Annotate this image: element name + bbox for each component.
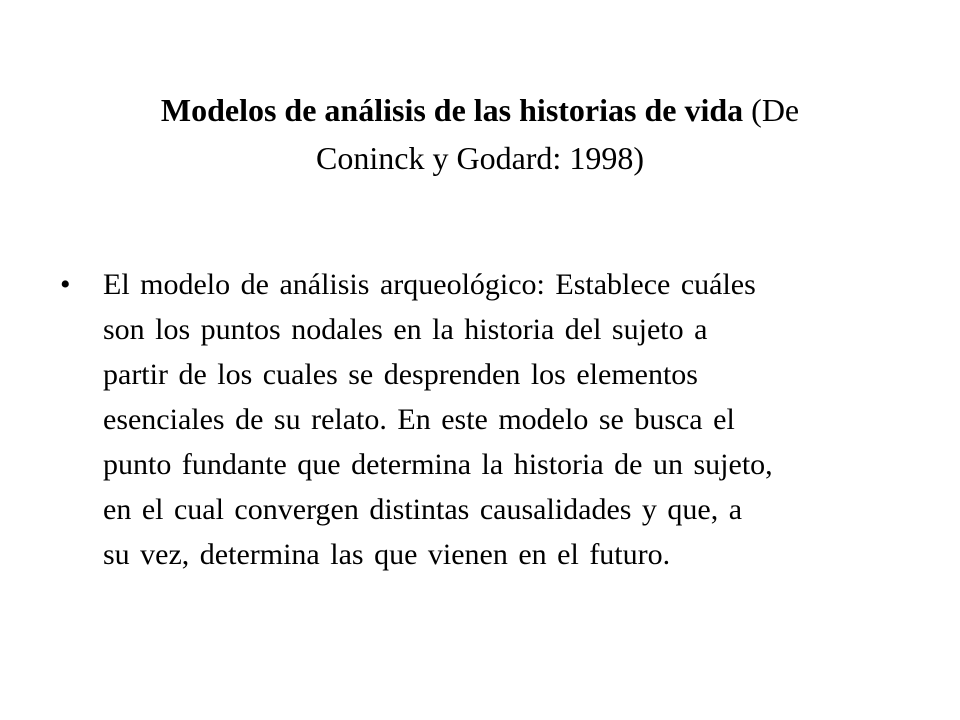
bullet-line: en el cual convergen distintas causalidades y que, a (103, 493, 743, 526)
bullet-line: son los puntos nodales en la historia del sujeto a (103, 313, 708, 346)
bullet-line: esenciales de su relato. En este modelo se busca el (103, 403, 735, 436)
bullet-line: partir de los cuales se desprenden los elementos (103, 358, 698, 391)
bullet-line: su vez, determina las que vienen en el futuro. (103, 538, 671, 571)
title-citation-end: Coninck y Godard: 1998) (316, 140, 644, 176)
bullet-paragraph (103, 262, 896, 577)
title-citation-start: (De (743, 92, 800, 128)
bullet-line: punto fundante que determina la historia de un sujeto, (103, 448, 773, 481)
bullet-line: El modelo de análisis arqueológico: Establece cuáles (103, 268, 756, 301)
title-bold-text: Modelos de análisis de las historias de vida (160, 92, 744, 128)
bullet-icon: • (60, 268, 71, 301)
slide-title (60, 86, 900, 182)
bullet-item (60, 262, 896, 577)
